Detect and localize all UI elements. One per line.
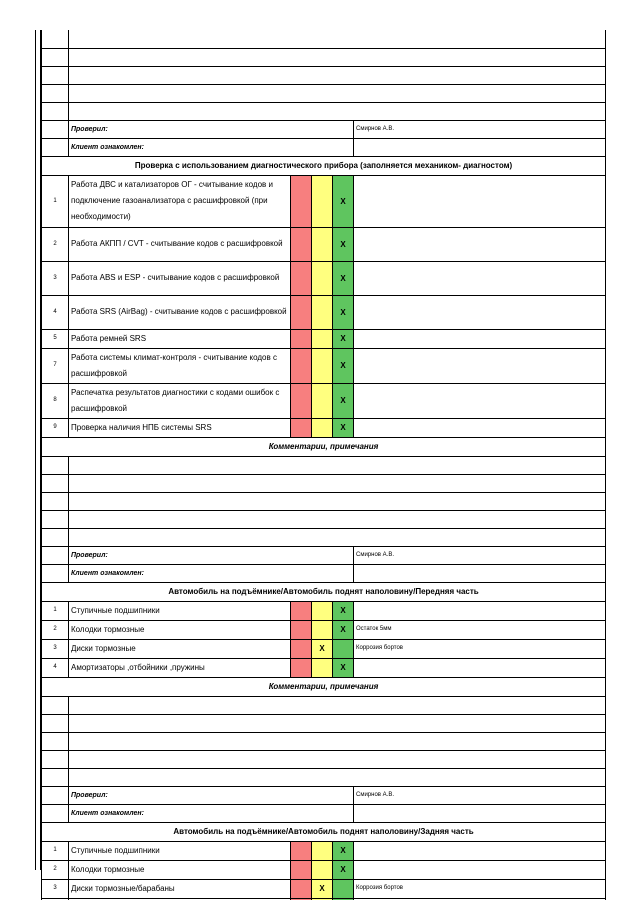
rating-green-cell[interactable]: X xyxy=(333,383,354,418)
section-title: Проверка с использованием диагностического прибора (заполняется механиком- диагностом) xyxy=(42,156,606,175)
client-signature-cell[interactable] xyxy=(354,564,606,582)
rating-green-cell[interactable]: X xyxy=(333,227,354,261)
item-description: Колодки тормозные xyxy=(69,860,291,879)
client-label: Клиент ознакомлен: xyxy=(69,138,354,156)
rating-green-cell[interactable]: X xyxy=(333,418,354,437)
client-signature-cell[interactable] xyxy=(354,804,606,822)
rating-red-cell[interactable] xyxy=(291,639,312,658)
rating-yellow-cell[interactable] xyxy=(312,601,333,620)
item-description: Работа ремней SRS xyxy=(69,329,291,348)
item-number: 3 xyxy=(42,879,69,898)
item-description: Ступичные подшипники xyxy=(69,841,291,860)
item-description: Работа ДВС и катализаторов ОГ - считывание кодов и подключение газоанализатора с расшифровкой (при необходимости) xyxy=(69,175,291,227)
rating-yellow-cell[interactable]: X xyxy=(312,879,333,898)
rating-green-cell[interactable]: X xyxy=(333,295,354,329)
item-description: Работа SRS (AirBag) - считывание кодов с расшифровкой xyxy=(69,295,291,329)
rating-yellow-cell[interactable] xyxy=(312,329,333,348)
item-note xyxy=(354,175,606,227)
item-number: 2 xyxy=(42,227,69,261)
left-border-line xyxy=(35,30,36,870)
item-note xyxy=(354,860,606,879)
client-row xyxy=(42,804,606,822)
comments-header-row xyxy=(42,437,606,456)
item-number: 1 xyxy=(42,601,69,620)
item-note: Коррозия бортов xyxy=(354,639,606,658)
checked-by-row xyxy=(42,546,606,564)
inspection-sheet xyxy=(35,30,606,893)
rating-green-cell[interactable]: X xyxy=(333,658,354,677)
blank-row xyxy=(42,750,606,768)
mechanic-name: Смирнов А.В. xyxy=(354,546,606,564)
mechanic-name: Смирнов А.В. xyxy=(354,786,606,804)
rating-green-cell[interactable]: X xyxy=(333,175,354,227)
blank-row xyxy=(42,528,606,546)
checklist-item-row xyxy=(42,418,606,437)
rating-red-cell[interactable] xyxy=(291,601,312,620)
rating-green-cell[interactable]: X xyxy=(333,841,354,860)
item-number: 1 xyxy=(42,175,69,227)
item-note: Коррозия бортов xyxy=(354,879,606,898)
item-note xyxy=(354,261,606,295)
rating-red-cell[interactable] xyxy=(291,329,312,348)
rating-green-cell[interactable]: X xyxy=(333,601,354,620)
client-row xyxy=(42,138,606,156)
item-note xyxy=(354,418,606,437)
rating-yellow-cell[interactable] xyxy=(312,383,333,418)
rating-yellow-cell[interactable] xyxy=(312,418,333,437)
rating-red-cell[interactable] xyxy=(291,879,312,898)
blank-row xyxy=(42,102,606,120)
item-number: 3 xyxy=(42,639,69,658)
rating-yellow-cell[interactable] xyxy=(312,348,333,383)
checklist-item-row xyxy=(42,348,606,383)
item-description: Ступичные подшипники xyxy=(69,601,291,620)
section-title: Автомобиль на подъёмнике/Автомобиль поднят наполовину/Задняя часть xyxy=(42,822,606,841)
rating-red-cell[interactable] xyxy=(291,620,312,639)
item-note xyxy=(354,658,606,677)
blank-row xyxy=(42,474,606,492)
client-label: Клиент ознакомлен: xyxy=(69,564,354,582)
checked-by-row xyxy=(42,120,606,138)
checklist-item-row xyxy=(42,620,606,639)
item-description: Амортизаторы ,отбойники ,пружины xyxy=(69,658,291,677)
blank-row xyxy=(42,66,606,84)
checklist-item-row xyxy=(42,383,606,418)
client-row xyxy=(42,564,606,582)
rating-yellow-cell[interactable] xyxy=(312,295,333,329)
item-note xyxy=(354,841,606,860)
inspection-table xyxy=(41,30,606,900)
blank-row xyxy=(42,714,606,732)
item-note xyxy=(354,601,606,620)
item-note xyxy=(354,329,606,348)
checklist-item-row xyxy=(42,261,606,295)
item-number: 2 xyxy=(42,620,69,639)
checklist-item-row xyxy=(42,227,606,261)
rating-yellow-cell[interactable] xyxy=(312,860,333,879)
rating-red-cell[interactable] xyxy=(291,261,312,295)
checked-by-label: Проверил: xyxy=(69,120,354,138)
item-note: Остаток 5мм xyxy=(354,620,606,639)
rating-red-cell[interactable] xyxy=(291,383,312,418)
rating-red-cell[interactable] xyxy=(291,860,312,879)
checklist-item-row xyxy=(42,860,606,879)
rating-yellow-cell[interactable] xyxy=(312,261,333,295)
blank-row xyxy=(42,696,606,714)
rating-green-cell[interactable]: X xyxy=(333,348,354,383)
rating-green-cell[interactable]: X xyxy=(333,261,354,295)
rating-red-cell[interactable] xyxy=(291,841,312,860)
checklist-item-row xyxy=(42,295,606,329)
rating-red-cell[interactable] xyxy=(291,658,312,677)
rating-yellow-cell[interactable] xyxy=(312,227,333,261)
section-header-row xyxy=(42,156,606,175)
comments-title: Комментарии, примечания xyxy=(42,437,606,456)
checklist-item-row xyxy=(42,601,606,620)
rating-red-cell[interactable] xyxy=(291,295,312,329)
item-note xyxy=(354,348,606,383)
rating-green-cell[interactable] xyxy=(333,639,354,658)
item-description: Диски тормозные xyxy=(69,639,291,658)
checklist-item-row xyxy=(42,329,606,348)
blank-row xyxy=(42,732,606,750)
comments-header-row xyxy=(42,677,606,696)
rating-red-cell[interactable] xyxy=(291,418,312,437)
checklist-item-row xyxy=(42,879,606,898)
item-number: 5 xyxy=(42,329,69,348)
item-description: Диски тормозные/барабаны xyxy=(69,879,291,898)
blank-row xyxy=(42,48,606,66)
item-number: 1 xyxy=(42,841,69,860)
section-title: Автомобиль на подъёмнике/Автомобиль поднят наполовину/Передняя часть xyxy=(42,582,606,601)
rating-green-cell[interactable] xyxy=(333,879,354,898)
checked-by-label: Проверил: xyxy=(69,546,354,564)
item-number: 4 xyxy=(42,295,69,329)
rating-yellow-cell[interactable] xyxy=(312,841,333,860)
rating-yellow-cell[interactable] xyxy=(312,658,333,677)
checklist-item-row xyxy=(42,841,606,860)
item-description: Работа АКПП / CVT - считывание кодов с расшифровкой xyxy=(69,227,291,261)
rating-red-cell[interactable] xyxy=(291,227,312,261)
section-header-row xyxy=(42,822,606,841)
item-description: Колодки тормозные xyxy=(69,620,291,639)
rating-yellow-cell[interactable] xyxy=(312,620,333,639)
item-note xyxy=(354,383,606,418)
item-number: 7 xyxy=(42,348,69,383)
item-number: 8 xyxy=(42,383,69,418)
blank-row xyxy=(42,768,606,786)
mechanic-name: Смирнов А.В. xyxy=(354,120,606,138)
item-number: 2 xyxy=(42,860,69,879)
item-description: Распечатка результатов диагностики с кодами ошибок с расшифровкой xyxy=(69,383,291,418)
section-header-row xyxy=(42,582,606,601)
blank-row xyxy=(42,456,606,474)
item-description: Работа системы климат-контроля - считывание кодов с расшифровкой xyxy=(69,348,291,383)
item-note xyxy=(354,227,606,261)
checklist-item-row xyxy=(42,175,606,227)
rating-yellow-cell[interactable] xyxy=(312,175,333,227)
rating-green-cell[interactable]: X xyxy=(333,620,354,639)
item-number: 3 xyxy=(42,261,69,295)
rating-red-cell[interactable] xyxy=(291,348,312,383)
rating-green-cell[interactable]: X xyxy=(333,860,354,879)
checked-by-row xyxy=(42,786,606,804)
item-note xyxy=(354,295,606,329)
comments-title: Комментарии, примечания xyxy=(42,677,606,696)
item-description: Работа ABS и ESP - считывание кодов с расшифровкой xyxy=(69,261,291,295)
blank-row xyxy=(42,30,606,48)
item-description: Проверка наличия НПБ системы SRS xyxy=(69,418,291,437)
rating-yellow-cell[interactable]: X xyxy=(312,639,333,658)
blank-row xyxy=(42,510,606,528)
blank-row xyxy=(42,84,606,102)
rating-red-cell[interactable] xyxy=(291,175,312,227)
checked-by-label: Проверил: xyxy=(69,786,354,804)
rating-green-cell[interactable]: X xyxy=(333,329,354,348)
checklist-item-row xyxy=(42,639,606,658)
item-number: 4 xyxy=(42,658,69,677)
blank-row xyxy=(42,492,606,510)
checklist-item-row xyxy=(42,658,606,677)
item-number: 9 xyxy=(42,418,69,437)
client-label: Клиент ознакомлен: xyxy=(69,804,354,822)
